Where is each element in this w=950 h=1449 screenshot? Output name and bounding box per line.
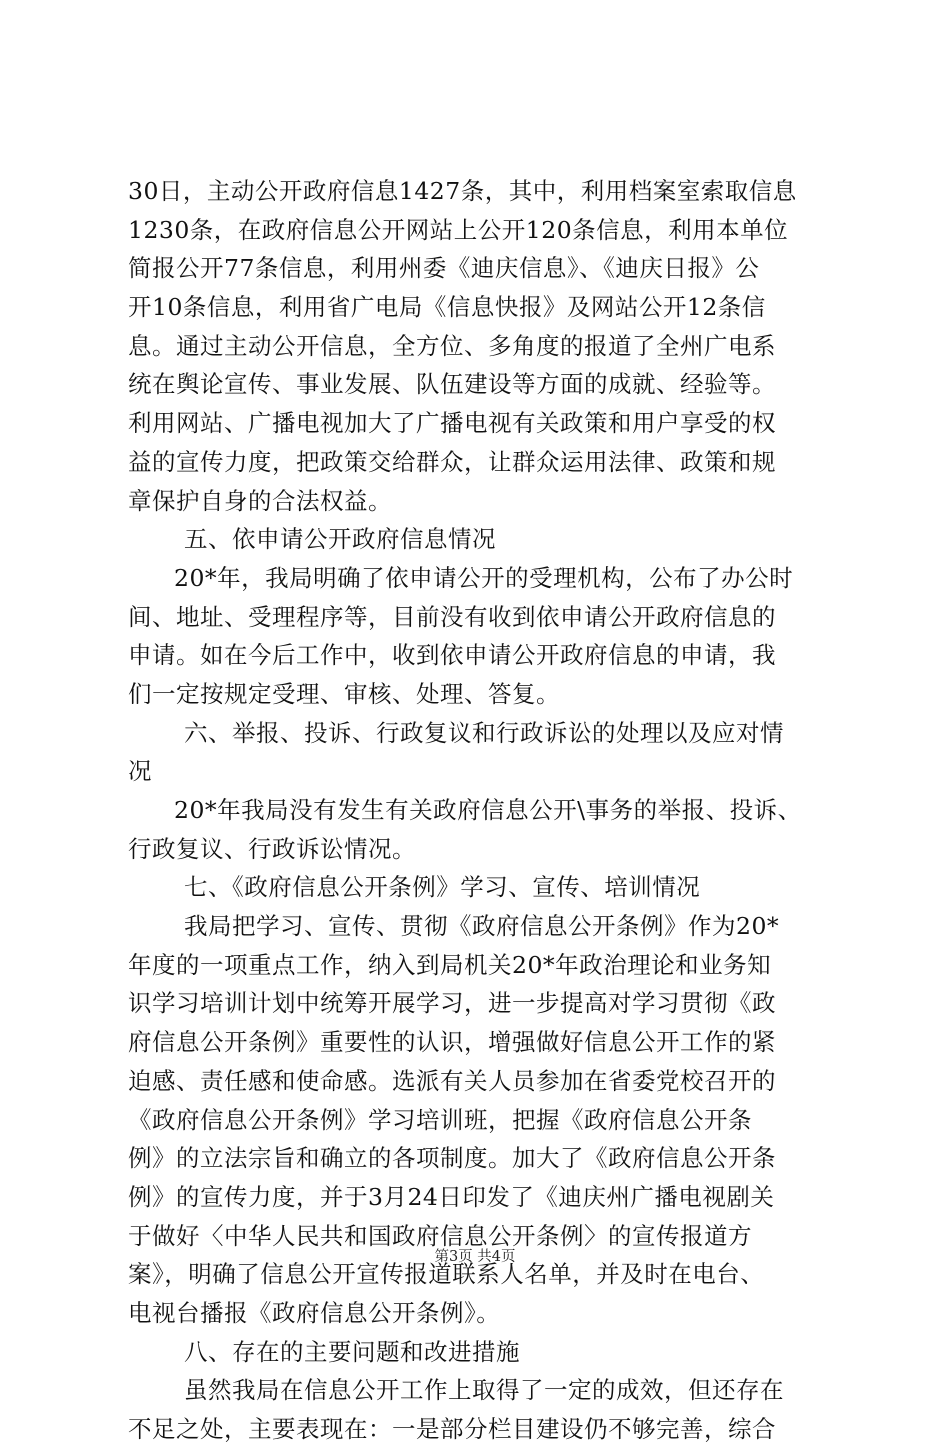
text-line: 识学习培训计划中统筹开展学习，进一步提高对学习贯彻《政: [128, 989, 776, 1018]
text-line: 利用网站、广播电视加大了广播电视有关政策和用户享受的权: [128, 409, 776, 438]
text-line: 况: [128, 757, 152, 786]
page-footer: 第3页 共4页: [434, 1249, 516, 1265]
text-line: 不足之处，主要表现在：一是部分栏目建设仍不够完善，综合: [128, 1415, 776, 1443]
text-line: 们一定按规定受理、审核、处理、答复。: [128, 679, 560, 708]
text-line: 章保护自身的合法权益。: [128, 486, 392, 515]
text-line: 30日，主动公开政府信息1427条，其中，利用档案室索取信息: [128, 177, 797, 205]
text-line: 统在舆论宣传、事业发展、队伍建设等方面的成就、经验等。: [128, 370, 776, 399]
text-line: 例》的立法宗旨和确立的各项制度。加大了《政府信息公开条: [128, 1144, 776, 1173]
text-line: 例》的宣传力度，并于3月24日印发了《迪庆州广播电视剧关: [128, 1182, 775, 1211]
text-line: 申请。如在今后工作中，收到依申请公开政府信息的申请，我: [128, 641, 776, 670]
text-line: 迫感、责任感和使命感。选派有关人员参加在省委党校召开的: [128, 1066, 776, 1095]
text-line: 《政府信息公开条例》学习培训班，把握《政府信息公开条: [128, 1105, 752, 1134]
text-line: 行政复议、行政诉讼情况。: [128, 834, 416, 863]
text-line: 间、地址、受理程序等，目前没有收到依申请公开政府信息的: [128, 602, 776, 631]
text-line: 案》，明确了信息公开宣传报道联系人名单，并及时在电台、: [128, 1260, 765, 1289]
text-line: 府信息公开条例》重要性的认识，增强做好信息公开工作的紧: [128, 1028, 776, 1057]
text-line: 于做好〈中华人民共和国政府信息公开条例〉的宣传报道方: [128, 1221, 752, 1250]
text-line: 息。通过主动公开信息，全方位、多角度的报道了全州广电系: [128, 331, 776, 360]
text-line: 我局把学习、宣传、贯彻《政府信息公开条例》作为20*: [184, 912, 780, 941]
text-line: 简报公开77条信息，利用州委《迪庆信息》、《迪庆日报》公: [128, 254, 760, 283]
text-line: 20*年我局没有发生有关政府信息公开\事务的举报、投诉、: [174, 796, 802, 824]
text-line: 虽然我局在信息公开工作上取得了一定的成效，但还存在: [184, 1376, 784, 1405]
text-line: 七、《政府信息公开条例》学习、宣传、培训情况: [184, 873, 701, 902]
text-line: 六、举报、投诉、行政复议和行政诉讼的处理以及应对情: [184, 718, 784, 747]
text-line: 年度的一项重点工作，纳入到局机关20*年政治理论和业务知: [128, 950, 772, 979]
text-line: 八、存在的主要问题和改进措施: [184, 1337, 520, 1366]
text-line: 开10条信息，利用省广电局《信息快报》及网站公开12条信: [128, 293, 766, 322]
text-line: 1230条，在政府信息公开网站上公开120条信息，利用本单位: [128, 215, 789, 244]
text-line: 五、依申请公开政府信息情况: [184, 525, 496, 554]
text-line: 益的宣传力度，把政策交给群众，让群众运用法律、政策和规: [128, 447, 776, 476]
text-line: 20*年，我局明确了依申请公开的受理机构，公布了办公时: [174, 563, 794, 592]
text-line: 电视台播报《政府信息公开条例》。: [128, 1298, 501, 1327]
